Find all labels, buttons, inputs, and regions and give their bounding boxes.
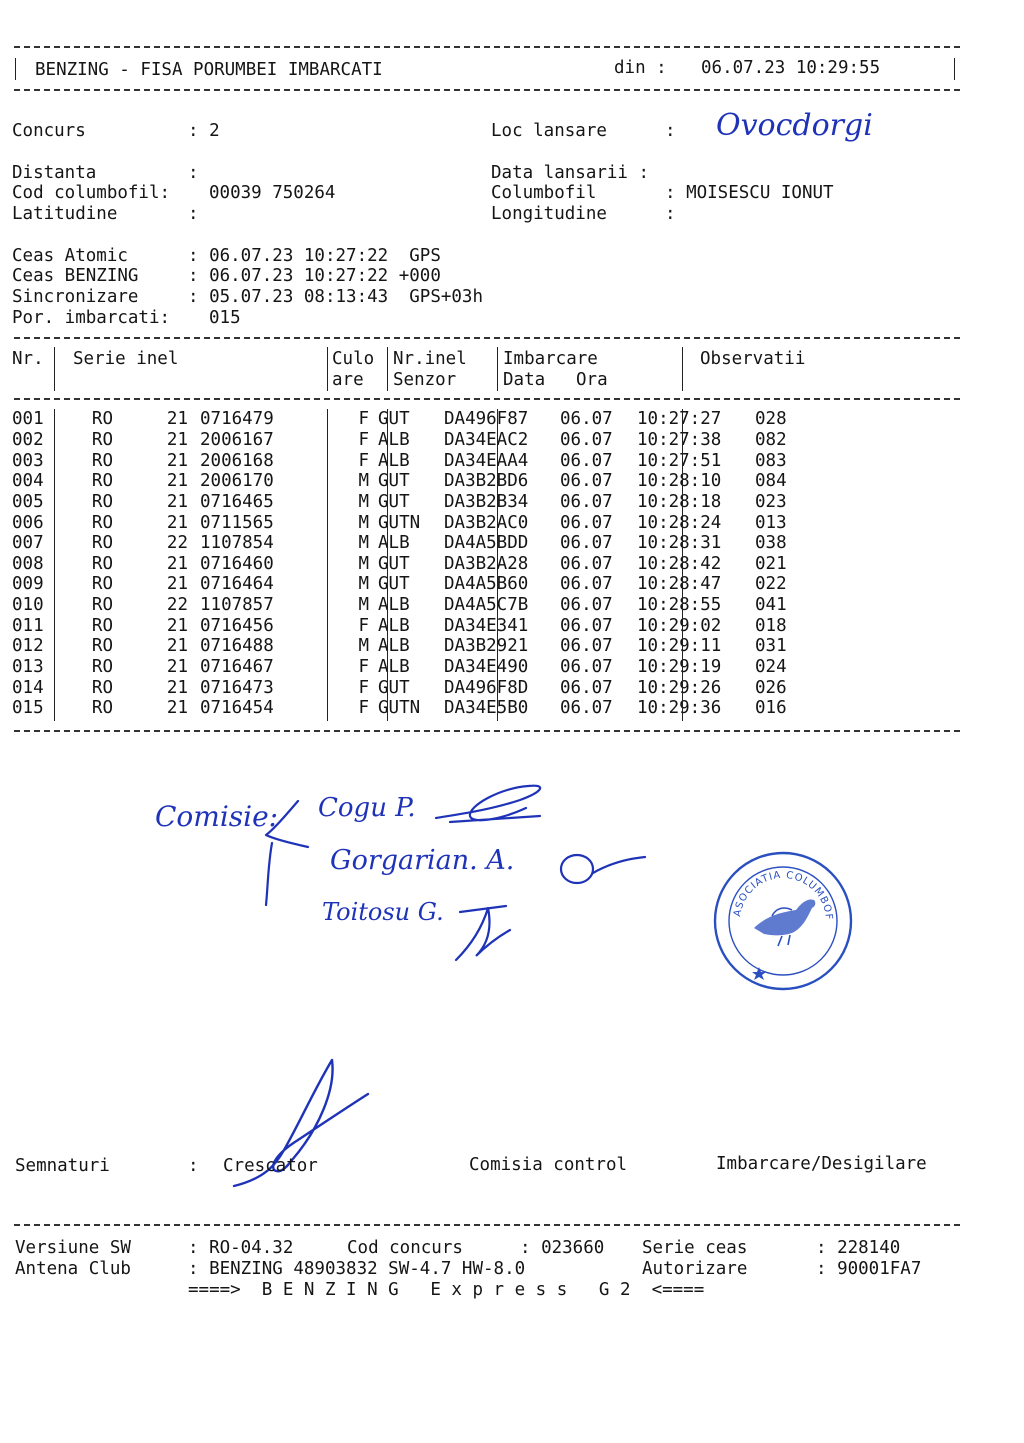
- cell-obs: 041: [755, 595, 787, 616]
- pigeon-table: [12, 409, 815, 719]
- cell-ring: 0716454: [200, 698, 274, 719]
- cell-nr: 001: [12, 409, 44, 430]
- col-header-nrinel: Nr.inel: [393, 349, 467, 369]
- row-sep-nr: [54, 409, 55, 721]
- cell-time: 10:28:18: [637, 491, 722, 512]
- cell-year: 21: [166, 429, 188, 450]
- cell-country: RO: [91, 595, 113, 616]
- comisia-control-label: Comisia control: [469, 1155, 628, 1175]
- cell-color: ALB: [378, 657, 410, 677]
- cell-year: 21: [166, 574, 188, 595]
- cell-time: 10:27:51: [637, 450, 722, 471]
- cell-nr: 012: [12, 636, 44, 657]
- cell-date: 06.07: [560, 471, 613, 492]
- cell-date: 06.07: [560, 553, 613, 574]
- cell-country: RO: [91, 450, 113, 471]
- cell-date: 06.07: [560, 677, 613, 698]
- cell-obs: 023: [755, 491, 787, 512]
- col-header-imbarcare: Imbarcare: [503, 349, 598, 369]
- row-sep-time: [682, 409, 683, 721]
- cell-country: RO: [91, 677, 113, 698]
- cell-date: 06.07: [560, 429, 613, 450]
- cell-time: 10:29:19: [637, 657, 722, 677]
- semnaturi-colon: :: [188, 1156, 199, 1176]
- cell-nr: 011: [12, 615, 44, 636]
- serie-ceas-label: Serie ceas: [642, 1238, 748, 1258]
- ceas-atomic-label: Ceas Atomic: [12, 246, 128, 266]
- table-bottom-rule: [14, 730, 960, 732]
- cell-sex: F: [358, 450, 369, 471]
- cell-time: 10:28:24: [637, 512, 722, 533]
- cell-country: RO: [91, 471, 113, 492]
- data-lansarii-label: Data lansarii :: [491, 163, 650, 183]
- cell-date: 06.07: [560, 533, 613, 554]
- cell-sensor: DA34EAC2: [444, 429, 529, 450]
- cell-time: 10:29:36: [637, 698, 722, 719]
- signature-2-ink: [555, 845, 655, 895]
- cell-nr: 008: [12, 553, 44, 574]
- table-row: [12, 657, 815, 678]
- footer-rule: [14, 1224, 960, 1226]
- cell-sensor: DA34EAA4: [444, 450, 529, 471]
- versiune-value: : RO-04.32: [188, 1238, 294, 1258]
- cell-ring: 2006168: [200, 450, 274, 471]
- cell-year: 21: [166, 657, 188, 677]
- col-header-nr: Nr.: [12, 349, 44, 369]
- antena-club-value: : BENZING 48903832 SW-4.7 HW-8.0: [188, 1259, 526, 1279]
- commission-member-2: Gorgarian. A.: [330, 845, 515, 876]
- cell-sensor: DA4A5BDD: [444, 533, 529, 554]
- cell-year: 21: [166, 615, 188, 636]
- cod-concurs-value: : 023660: [520, 1238, 605, 1258]
- antena-club-label: Antena Club: [15, 1259, 131, 1279]
- cell-ring: 0716467: [200, 657, 274, 677]
- cell-sensor: DA496F87: [444, 409, 529, 430]
- col-header-culo: Culo: [332, 349, 375, 369]
- cell-nr: 010: [12, 595, 44, 616]
- col-header-data: Data: [503, 370, 546, 390]
- cell-obs: 024: [755, 657, 787, 677]
- document-title: BENZING - FISA PORUMBEI IMBARCATI: [35, 60, 383, 80]
- cell-color: GUT: [378, 553, 410, 574]
- cell-year: 21: [166, 512, 188, 533]
- table-row: [12, 512, 815, 533]
- cell-time: 10:27:38: [637, 429, 722, 450]
- pigeon-icon: [754, 899, 815, 946]
- cell-color: GUT: [378, 574, 410, 595]
- cell-ring: 1107854: [200, 533, 274, 554]
- cell-nr: 014: [12, 677, 44, 698]
- distanta-label: Distanta: [12, 163, 97, 183]
- table-row: [12, 595, 815, 616]
- cell-nr: 002: [12, 429, 44, 450]
- cell-country: RO: [91, 553, 113, 574]
- longitudine-colon: :: [665, 204, 676, 224]
- cell-sensor: DA34E490: [444, 657, 529, 677]
- cell-sex: M: [358, 533, 369, 554]
- cell-ring: 0711565: [200, 512, 274, 533]
- commission-member-3: Toitosu G.: [322, 898, 444, 926]
- cell-year: 21: [166, 636, 188, 657]
- concurs-value: : 2: [188, 121, 220, 141]
- col-header-observatii: Observatii: [700, 349, 806, 369]
- table-header-rule: [14, 398, 960, 400]
- header-sep-nr: [54, 347, 55, 391]
- cell-time: 10:28:31: [637, 533, 722, 554]
- cell-date: 06.07: [560, 450, 613, 471]
- por-imbarcati-label: Por. imbarcati:: [12, 308, 171, 328]
- cell-country: RO: [91, 491, 113, 512]
- columbofil-value: : MOISESCU IONUT: [665, 183, 834, 203]
- autorizare-label: Autorizare: [642, 1259, 748, 1279]
- loc-lansare-handwritten: Ovocdorgi: [716, 108, 873, 143]
- cell-year: 21: [166, 409, 188, 430]
- cell-country: RO: [91, 574, 113, 595]
- cell-color: ALB: [378, 429, 410, 450]
- cell-country: RO: [91, 409, 113, 430]
- serie-ceas-value: : 228140: [816, 1238, 901, 1258]
- table-row: [12, 615, 815, 636]
- cell-nr: 015: [12, 698, 44, 719]
- cell-color: GUT: [378, 677, 410, 698]
- cell-sensor: DA3B2BD6: [444, 471, 529, 492]
- cell-sensor: DA34E341: [444, 615, 529, 636]
- cell-nr: 007: [12, 533, 44, 554]
- row-sep-sensor: [497, 409, 498, 721]
- comisie-bracket-ink: [260, 795, 320, 915]
- cell-color: GUTN: [378, 512, 421, 533]
- cell-ring: 0716465: [200, 491, 274, 512]
- cell-date: 06.07: [560, 512, 613, 533]
- latitudine-label: Latitudine: [12, 204, 118, 224]
- cell-nr: 006: [12, 512, 44, 533]
- header-top-rule: [14, 46, 960, 48]
- loc-lansare-colon: :: [665, 121, 676, 141]
- header-right-bar: [954, 58, 955, 80]
- cell-ring: 0716473: [200, 677, 274, 698]
- cell-obs: 018: [755, 615, 787, 636]
- cell-date: 06.07: [560, 595, 613, 616]
- header-sep-culo: [387, 347, 388, 391]
- comisie-handwritten: Comisie:: [155, 800, 279, 833]
- cell-sex: F: [358, 409, 369, 430]
- cell-obs: 013: [755, 512, 787, 533]
- columbofil-label: Columbofil: [491, 183, 597, 203]
- cell-time: 10:27:27: [637, 409, 722, 430]
- print-date-label: din :: [614, 58, 667, 78]
- cell-country: RO: [91, 657, 113, 677]
- cell-sex: M: [358, 471, 369, 492]
- table-row: [12, 492, 815, 513]
- concurs-label: Concurs: [12, 121, 86, 141]
- cell-time: 10:29:11: [637, 636, 722, 657]
- cell-sex: F: [358, 657, 369, 677]
- cell-sensor: DA34E5B0: [444, 698, 529, 719]
- commission-member-1: Cogu P.: [318, 793, 416, 823]
- cell-obs: 082: [755, 429, 787, 450]
- cell-time: 10:29:26: [637, 677, 722, 698]
- semnaturi-label: Semnaturi: [15, 1156, 110, 1176]
- club-stamp: [708, 842, 854, 992]
- print-date-value: 06.07.23 10:29:55: [701, 58, 881, 78]
- autorizare-value: : 90001FA7: [816, 1259, 922, 1279]
- sincronizare-label: Sincronizare: [12, 287, 139, 307]
- header-left-bar: [15, 58, 16, 80]
- cell-time: 10:28:55: [637, 595, 722, 616]
- signature-3-ink: [448, 898, 518, 968]
- cell-obs: 038: [755, 533, 787, 554]
- cell-time: 10:28:42: [637, 553, 722, 574]
- cod-columbofil-label: Cod columbofil:: [12, 183, 171, 203]
- col-header-senzor: Senzor: [393, 370, 457, 390]
- table-row: [12, 553, 815, 574]
- cell-nr: 013: [12, 657, 44, 677]
- table-row: [12, 533, 815, 554]
- cell-obs: 084: [755, 471, 787, 492]
- cell-date: 06.07: [560, 409, 613, 430]
- cell-date: 06.07: [560, 698, 613, 719]
- cell-year: 21: [166, 491, 188, 512]
- cell-ring: 1107857: [200, 595, 274, 616]
- cell-color: ALB: [378, 636, 410, 657]
- cell-ring: 2006170: [200, 471, 274, 492]
- cell-sensor: DA3B2B34: [444, 491, 529, 512]
- signature-1-ink: [430, 780, 550, 830]
- versiune-label: Versiune SW: [15, 1238, 131, 1258]
- cell-obs: 022: [755, 574, 787, 595]
- cell-color: ALB: [378, 615, 410, 636]
- cell-obs: 028: [755, 409, 787, 430]
- cell-sensor: DA4A5C7B: [444, 595, 529, 616]
- cell-sex: M: [358, 574, 369, 595]
- cell-sensor: DA3B2921: [444, 636, 529, 657]
- cell-country: RO: [91, 429, 113, 450]
- cell-date: 06.07: [560, 615, 613, 636]
- cell-country: RO: [91, 533, 113, 554]
- cell-obs: 016: [755, 698, 787, 719]
- cell-color: ALB: [378, 450, 410, 471]
- cell-time: 10:28:10: [637, 471, 722, 492]
- table-row: [12, 698, 815, 719]
- cell-ring: 0716460: [200, 553, 274, 574]
- cell-date: 06.07: [560, 574, 613, 595]
- cell-obs: 026: [755, 677, 787, 698]
- col-header-are: are: [332, 370, 364, 390]
- table-row: [12, 471, 815, 492]
- cell-sex: M: [358, 491, 369, 512]
- table-row: [12, 677, 815, 698]
- cell-sensor: DA4A5B60: [444, 574, 529, 595]
- cell-color: GUT: [378, 491, 410, 512]
- cell-color: GUTN: [378, 698, 421, 719]
- cell-sex: F: [358, 698, 369, 719]
- distanta-colon: :: [188, 163, 199, 183]
- table-row: [12, 574, 815, 595]
- header-sep-nrinel: [497, 347, 498, 391]
- cell-time: 10:29:02: [637, 615, 722, 636]
- cell-ring: 0716479: [200, 409, 274, 430]
- cell-sex: M: [358, 636, 369, 657]
- cell-sensor: DA496F8D: [444, 677, 529, 698]
- table-top-rule: [14, 337, 960, 339]
- cell-country: RO: [91, 698, 113, 719]
- cell-ring: 2006167: [200, 429, 274, 450]
- crescator-label: Crescator: [223, 1156, 318, 1176]
- header-sep-imbarcare: [682, 347, 683, 391]
- longitudine-label: Longitudine: [491, 204, 607, 224]
- por-imbarcati-value: 015: [209, 308, 241, 328]
- cell-year: 21: [166, 553, 188, 574]
- col-header-serie: Serie inel: [73, 349, 179, 369]
- cod-concurs-label: Cod concurs: [347, 1238, 463, 1258]
- cell-sensor: DA3B2AC0: [444, 512, 529, 533]
- cell-year: 22: [166, 595, 188, 616]
- loc-lansare-label: Loc lansare: [491, 121, 607, 141]
- cell-sex: F: [358, 429, 369, 450]
- cell-country: RO: [91, 636, 113, 657]
- sincronizare-value: : 05.07.23 08:13:43 GPS+03h: [188, 287, 484, 307]
- table-row: [12, 409, 815, 430]
- benzing-banner: ====> B E N Z I N G E x p r e s s G 2 <====: [188, 1280, 705, 1300]
- ceas-benzing-label: Ceas BENZING: [12, 266, 139, 286]
- cell-nr: 005: [12, 491, 44, 512]
- imbarcare-desigilare-label: Imbarcare/Desigilare: [716, 1154, 927, 1174]
- cell-obs: 031: [755, 636, 787, 657]
- row-sep-sex: [327, 409, 328, 721]
- cell-sex: F: [358, 677, 369, 698]
- cell-sex: M: [358, 512, 369, 533]
- header-bottom-rule: [14, 89, 960, 91]
- cell-color: GUT: [378, 409, 410, 430]
- cell-sex: M: [358, 553, 369, 574]
- latitudine-colon: :: [188, 204, 199, 224]
- cell-year: 21: [166, 471, 188, 492]
- cell-country: RO: [91, 512, 113, 533]
- cell-ring: 0716488: [200, 636, 274, 657]
- cell-country: RO: [91, 615, 113, 636]
- cell-color: ALB: [378, 595, 410, 616]
- cell-date: 06.07: [560, 636, 613, 657]
- ceas-benzing-value: : 06.07.23 10:27:22 +000: [188, 266, 441, 286]
- cell-sex: M: [358, 595, 369, 616]
- pigeon-table-body: [12, 409, 815, 719]
- col-header-ora: Ora: [576, 370, 608, 390]
- star-icon: [752, 967, 766, 980]
- table-row: [12, 450, 815, 471]
- cell-sex: F: [358, 615, 369, 636]
- cell-year: 22: [166, 533, 188, 554]
- cell-year: 21: [166, 698, 188, 719]
- ceas-atomic-value: : 06.07.23 10:27:22 GPS: [188, 246, 441, 266]
- cell-obs: 021: [755, 553, 787, 574]
- cell-color: GUT: [378, 471, 410, 492]
- cell-nr: 009: [12, 574, 44, 595]
- stamp-text: ASOCIATIA COLUMBOFILA: [708, 842, 835, 921]
- cell-year: 21: [166, 450, 188, 471]
- cell-obs: 083: [755, 450, 787, 471]
- cell-nr: 003: [12, 450, 44, 471]
- header-sep-serie: [327, 347, 328, 391]
- cell-sensor: DA3B2A28: [444, 553, 529, 574]
- cell-date: 06.07: [560, 491, 613, 512]
- row-sep-color: [387, 409, 388, 721]
- table-row: [12, 636, 815, 657]
- cell-ring: 0716456: [200, 615, 274, 636]
- cell-date: 06.07: [560, 657, 613, 677]
- table-row: [12, 430, 815, 451]
- cell-color: ALB: [378, 533, 410, 554]
- cell-time: 10:28:47: [637, 574, 722, 595]
- cod-columbofil-value: 00039 750264: [209, 183, 336, 203]
- cell-ring: 0716464: [200, 574, 274, 595]
- cell-nr: 004: [12, 471, 44, 492]
- cell-year: 21: [166, 677, 188, 698]
